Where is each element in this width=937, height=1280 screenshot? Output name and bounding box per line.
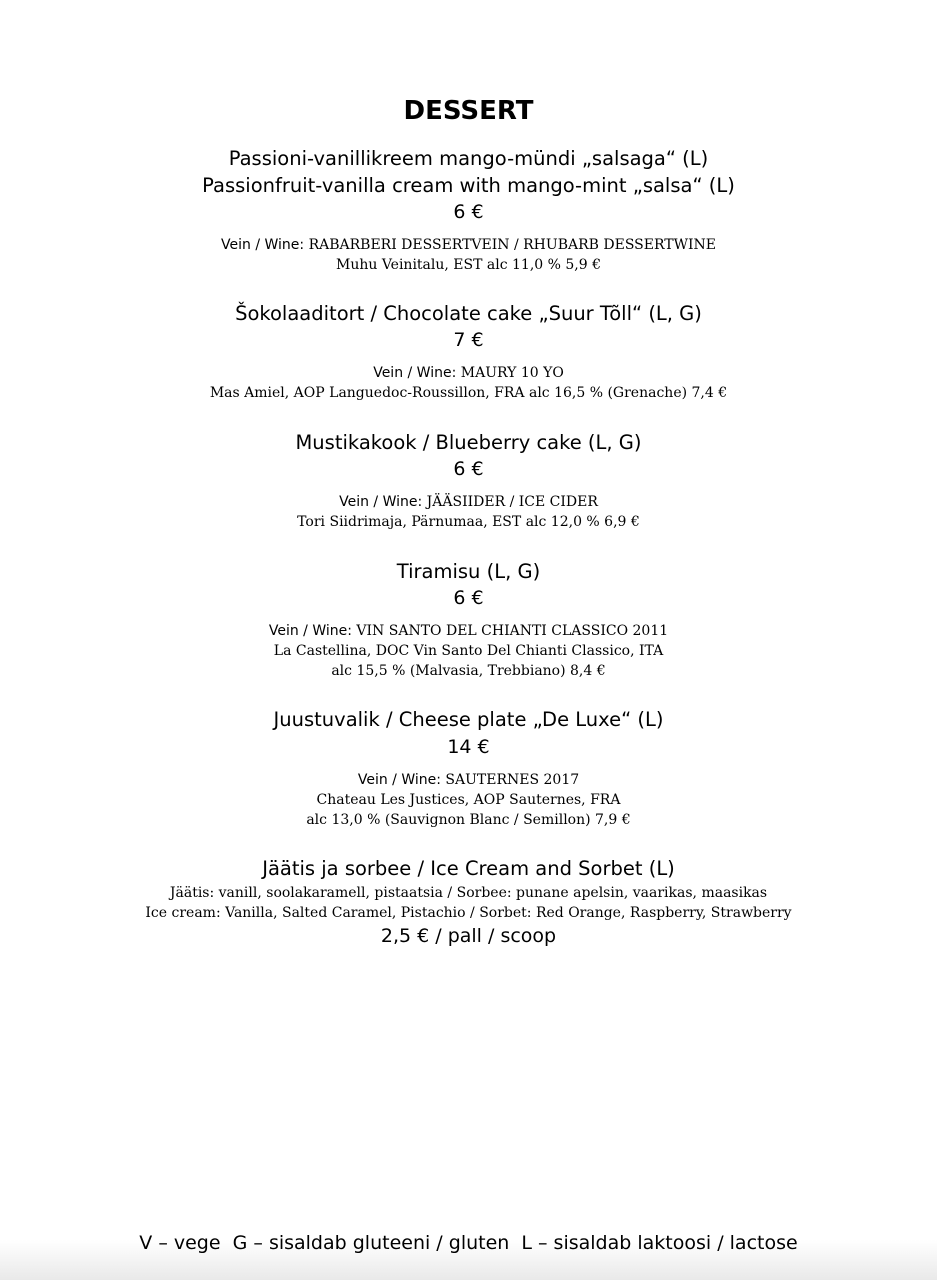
wine-label: Vein / Wine:	[221, 237, 309, 253]
wine-details: Chateau Les Justices, AOP Sauternes, FRA	[316, 792, 621, 808]
wine-pairing	[0, 363, 937, 383]
dish-name: Tiramisu (L, G)	[396, 560, 541, 583]
dish-price: 7 €	[453, 329, 484, 351]
dish-price: 6 €	[453, 587, 484, 609]
dish-name: Jäätis ja sorbee / Ice Cream and Sorbet (L)	[262, 857, 675, 880]
dish-name-et: Passioni-vanillikreem mango-mündi „salsaga“ (L)	[228, 147, 709, 170]
page-title: DESSERT	[403, 96, 534, 126]
wine-pairing	[0, 770, 937, 790]
wine-details: alc 15,5 % (Malvasia, Trebbiano) 8,4 €	[331, 663, 606, 679]
dish-name-en: Passionfruit-vanilla cream with mango-mint „salsa“ (L)	[202, 174, 735, 197]
dish-price: 6 €	[453, 201, 484, 223]
wine-name: JÄÄSIIDER / ICE CIDER	[426, 494, 598, 510]
wine-details: La Castellina, DOC Vin Santo Del Chianti Classico, ITA	[273, 643, 664, 659]
wine-label: Vein / Wine:	[268, 623, 357, 639]
dish-description-en: Ice cream: Vanilla, Salted Caramel, Pistachio / Sorbet: Red Orange, Raspberry, Strawberry	[145, 905, 792, 921]
wine-label: Vein / Wine:	[357, 772, 446, 788]
wine-label: Vein / Wine:	[339, 494, 427, 510]
dish-price: 6 €	[453, 458, 484, 480]
dish-description-et: Jäätis: vanill, soolakaramell, pistaatsia / Sorbee: punane apelsin, vaarikas, maasikas	[169, 885, 768, 901]
wine-pairing	[0, 492, 937, 512]
dish-price: 14 €	[447, 736, 490, 758]
dish-name: Šokolaaditort / Chocolate cake „Suur Tõll“ (L, G)	[235, 302, 702, 325]
wine-pairing	[0, 621, 937, 641]
wine-details: Tori Siidrimaja, Pärnumaa, EST alc 12,0 % 6,9 €	[297, 514, 640, 530]
dish-name: Mustikakook / Blueberry cake (L, G)	[295, 431, 642, 454]
wine-name: RABARBERI DESSERTVEIN / RHUBARB DESSERTWINE	[308, 237, 716, 253]
wine-name: MAURY 10 YO	[460, 365, 564, 381]
wine-pairing	[0, 235, 937, 255]
wine-details: Mas Amiel, AOP Languedoc-Roussillon, FRA alc 16,5 % (Grenache) 7,4 €	[209, 385, 728, 401]
wine-details: Muhu Veinitalu, EST alc 11,0 % 5,9 €	[336, 257, 601, 273]
wine-details: alc 13,0 % (Sauvignon Blanc / Semillon) 7,9 €	[306, 812, 631, 828]
dish-name: Juustuvalik / Cheese plate „De Luxe“ (L)	[273, 708, 664, 731]
allergen-legend: V – vege G – sisaldab gluteeni / gluten L – sisaldab laktoosi / lactose	[139, 1232, 798, 1254]
wine-label: Vein / Wine:	[373, 365, 461, 381]
wine-name: SAUTERNES 2017	[445, 772, 580, 788]
wine-name: VIN SANTO DEL CHIANTI CLASSICO 2011	[356, 623, 669, 639]
dish-price: 2,5 € / pall / scoop	[380, 925, 557, 947]
